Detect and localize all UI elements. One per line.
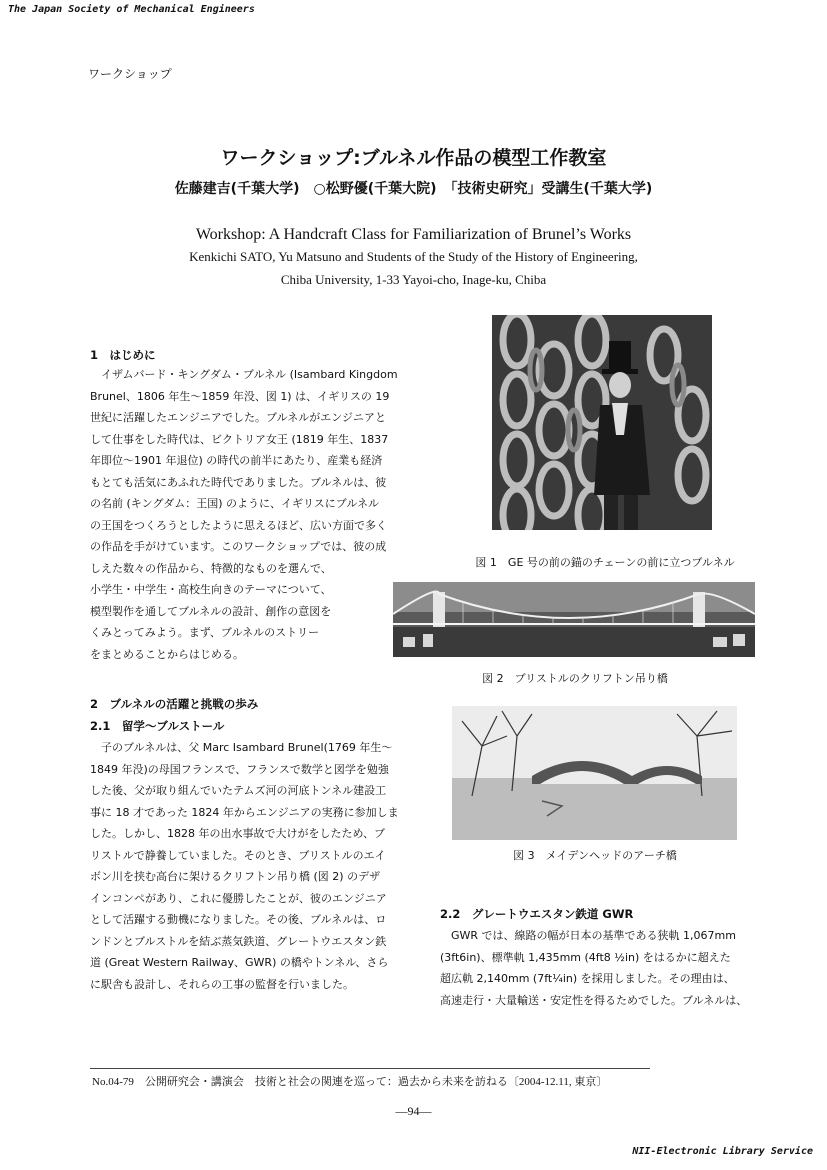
paper-title-en: Workshop: A Handcraft Class for Familiarization of Brunel’s Works	[195, 226, 632, 243]
figure-2-photo	[393, 582, 755, 657]
body-line: の作品を手がけています。このワークショップでは、彼の成	[90, 540, 387, 553]
section-1-heading: 1 はじめに	[90, 348, 156, 362]
body-line: に駅舎も設計し、それらの工事の監督を行いました。	[90, 977, 354, 991]
body-line: の名前 (キングダム：王国) のように、イギリスにブルネル	[90, 497, 380, 510]
figure-2-caption: 図 2 ブリストルのクリフトン吊り橋	[482, 672, 668, 685]
body-line: 1849 年没)の母国フランスで、フランスで数学と図学を勉強	[90, 762, 389, 776]
section-label: ワークショップ	[88, 67, 172, 81]
body-line: の王国をつくろうとしたように思えるほど、広い方面で多く	[90, 518, 387, 532]
body-line: もとても活気にあふれた時代でありました。ブルネルは、彼	[90, 475, 387, 489]
figure-1-photo	[492, 315, 712, 530]
body-line: 世紀に活躍したエンジニアでした。ブルネルがエンジニアと	[90, 411, 387, 424]
body-line: イザムバード・キングダム・ブルネル (Isambard Kingdom	[90, 368, 398, 381]
body-line: ボン川を挟む高台に架けるクリフトン吊り橋 (図 2) のデザ	[90, 870, 381, 883]
footer-rule	[90, 1068, 650, 1069]
figure-3-photo	[452, 706, 737, 840]
body-line: 道 (Great Western Railway、GWR) の橋やトンネル、さら	[90, 956, 389, 969]
figure-3-caption: 図 3 メイデンヘッドのアーチ橋	[513, 849, 677, 862]
body-line: した後、父が取り組んでいたテムズ河の河底トンネル建設工	[90, 784, 387, 797]
body-line: 模型製作を通してブルネルの設計、創作の意図を	[90, 604, 332, 618]
body-line: リストルで静養していました。そのとき、ブリストルのエイ	[90, 848, 386, 862]
section-2-1-body	[90, 737, 420, 995]
footer-service: NII-Electronic Library Service	[632, 1146, 813, 1157]
body-line: 超広軌 2,140mm (7ft¼in) を採用しました。その理由は、	[440, 972, 735, 985]
authors-en: Kenkichi SATO, Yu Matsuno and Students of the Study of the History of Engineering,	[189, 249, 638, 264]
authors-ja: 佐藤建吉(千葉大学) ○松野優(千葉大院) 「技術史研究」受講生(千葉大学)	[174, 181, 653, 197]
figure-1-caption: 図 1 GE 号の前の錨のチェーンの前に立つブルネル	[475, 556, 735, 569]
body-line: をまとめることからはじめる。	[90, 647, 244, 661]
body-line: した。しかし、1828 年の出水事故で大けがをしたため、ブ	[90, 827, 386, 840]
body-line: して仕事をした時代は、ビクトリア女王 (1819 年生、1837	[90, 432, 389, 446]
body-line: くみとってみよう。まず、ブルネルのストリー	[90, 626, 320, 639]
body-line: Brunel、1806 年生～1859 年没、図 1) は、イギリスの 19	[90, 389, 390, 403]
body-line: GWR では、線路の幅が日本の基準である狭軌 1,067mm	[440, 929, 736, 942]
paper-title-ja: ワークショップ:ブルネル作品の模型工作教室	[220, 147, 607, 169]
section-2-1-heading: 2.1 留学～ブルストール	[90, 719, 225, 733]
body-line: インコンペがあり、これに優勝したことが、彼のエンジニア	[90, 891, 387, 905]
body-line: ンドンとブルストルを結ぶ蒸気鉄道、グレートウエスタン鉄	[90, 934, 387, 948]
section-2-heading: 2 ブルネルの活躍と挑戦の歩み	[90, 697, 259, 711]
body-line: (3ft6in)、標準軌 1,435mm (4ft8 ½in) をはるかに超えた	[440, 950, 731, 964]
footer-text: No.04-79 公開研究会・講演会 技術と社会の関連を巡って：過去から未来を訪ねる〔2004-12.11, 東京〕	[92, 1076, 608, 1088]
body-line: 子のブルネルは、父 Marc Isambard Brunel(1769 年生～	[90, 741, 393, 754]
body-line: しえた数々の作品から、特徴的なものを選んで、	[90, 561, 332, 575]
section-2-2-body	[440, 925, 770, 1011]
section-2-2-heading: 2.2 グレートウエスタン鉄道 GWR	[440, 907, 634, 921]
running-header: The Japan Society of Mechanical Engineers	[8, 4, 255, 15]
body-line: として活躍する動機になりました。その後、ブルネルは、ロ	[90, 913, 387, 926]
page-number: —94—	[395, 1104, 432, 1118]
body-line: 事に 18 才であった 1824 年からエンジニアの実務に参加しま	[90, 805, 399, 819]
body-line: 年即位～1901 年退位) の時代の前半にあたり、産業も経済	[90, 454, 383, 467]
body-line: 小学生・中学生・高校生向きのテーマについて、	[90, 583, 332, 596]
affiliation-en: Chiba University, 1-33 Yayoi-cho, Inage-ku, Chiba	[280, 272, 547, 287]
body-line: 高速走行・大量輸送・安定性を得るためでした。ブルネルは、	[440, 993, 748, 1007]
section-1-body	[90, 364, 420, 665]
